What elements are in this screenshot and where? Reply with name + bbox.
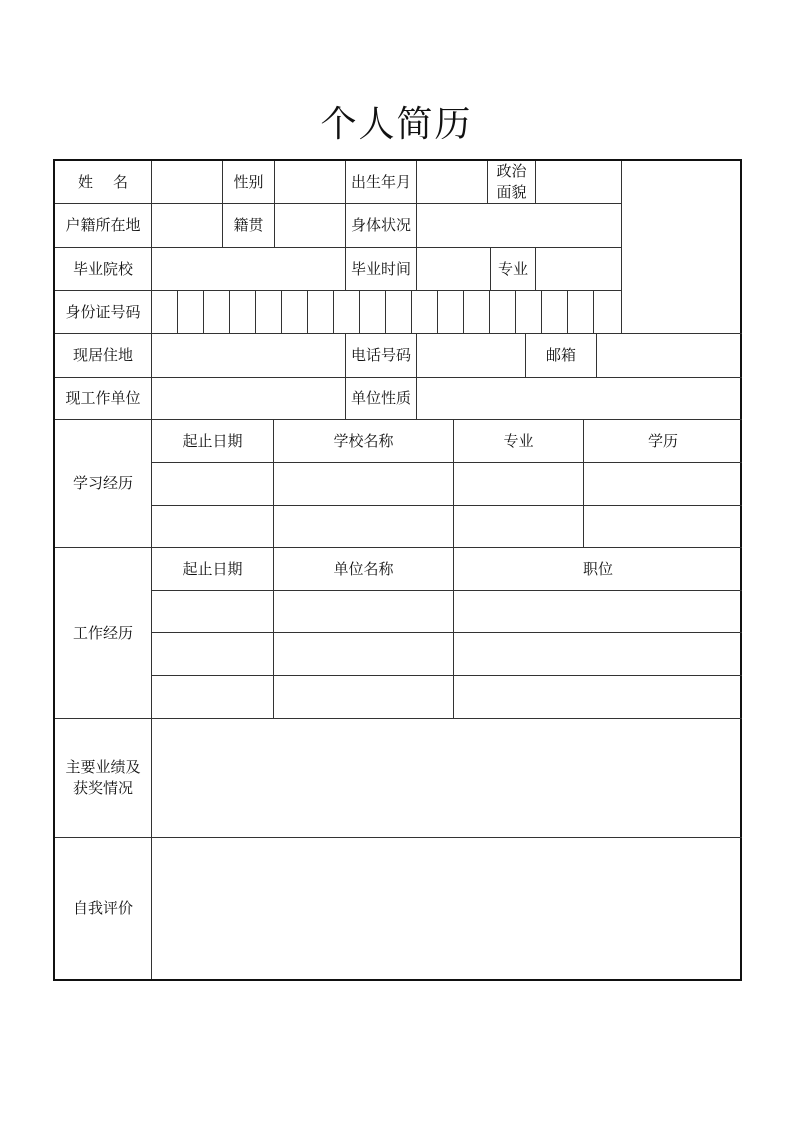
gender-label: 性别 [223,161,275,204]
id-digit-box[interactable] [438,291,464,333]
graduation-time-label: 毕业时间 [346,248,417,291]
resume-form [53,159,742,981]
education-cell[interactable] [274,506,454,548]
id-digit-box[interactable] [178,291,204,333]
work-cell[interactable] [152,591,274,633]
work-cell[interactable] [454,591,742,633]
political-status-label: 政治 面貌 [488,161,536,204]
page-title: 个人简历 [320,104,473,145]
id-digit-box[interactable] [230,291,256,333]
graduation-time-field[interactable] [417,248,491,291]
name-field[interactable] [152,161,223,204]
work-cell[interactable] [152,633,274,676]
work-header-dates: 起止日期 [152,548,274,591]
native-place-label: 籍贯 [223,204,275,248]
phone-field[interactable] [417,334,526,378]
id-digit-box[interactable] [204,291,230,333]
work-cell[interactable] [152,676,274,719]
achievements-label: 主要业绩及 获奖情况 [55,719,152,838]
id-number-field[interactable] [152,291,622,334]
employer-type-field[interactable] [417,378,742,420]
education-cell[interactable] [152,463,274,506]
education-header-degree: 学历 [584,420,742,463]
id-digit-box[interactable] [412,291,438,333]
work-cell[interactable] [274,591,454,633]
self-evaluation-label: 自我评价 [55,838,152,979]
work-cell[interactable] [454,633,742,676]
health-field[interactable] [417,204,622,248]
id-digit-box[interactable] [490,291,516,333]
native-place-field[interactable] [275,204,346,248]
phone-label: 电话号码 [346,334,417,378]
education-cell[interactable] [584,506,742,548]
education-cell[interactable] [274,463,454,506]
id-digit-box[interactable] [282,291,308,333]
address-field[interactable] [152,334,346,378]
id-digit-box[interactable] [464,291,490,333]
email-field[interactable] [597,334,742,378]
hukou-field[interactable] [152,204,223,248]
major-field[interactable] [536,248,622,291]
self-evaluation-field[interactable] [152,838,742,979]
education-header-major: 专业 [454,420,584,463]
id-digit-box[interactable] [256,291,282,333]
major-label: 专业 [491,248,536,291]
id-digit-box[interactable] [516,291,542,333]
work-label: 工作经历 [55,548,152,719]
birth-label: 出生年月 [346,161,417,204]
employer-type-label: 单位性质 [346,378,417,420]
achievements-field[interactable] [152,719,742,838]
gender-field[interactable] [275,161,346,204]
work-header-position: 职位 [454,548,742,591]
email-label: 邮箱 [526,334,597,378]
work-cell[interactable] [274,633,454,676]
name-label: 姓名 [55,161,152,204]
education-cell[interactable] [584,463,742,506]
id-digit-box[interactable] [360,291,386,333]
work-cell[interactable] [274,676,454,719]
education-header-dates: 起止日期 [152,420,274,463]
address-label: 现居住地 [55,334,152,378]
id-digit-box[interactable] [334,291,360,333]
education-header-school: 学校名称 [274,420,454,463]
id-digit-box[interactable] [542,291,568,333]
employer-field[interactable] [152,378,346,420]
health-label: 身体状况 [346,204,417,248]
id-digit-box[interactable] [568,291,594,333]
education-cell[interactable] [454,463,584,506]
education-cell[interactable] [454,506,584,548]
hukou-label: 户籍所在地 [55,204,152,248]
id-digit-box[interactable] [386,291,412,333]
work-header-employer: 单位名称 [274,548,454,591]
school-label: 毕业院校 [55,248,152,291]
id-digit-box[interactable] [308,291,334,333]
work-cell[interactable] [454,676,742,719]
school-field[interactable] [152,248,346,291]
id-number-label: 身份证号码 [55,291,152,334]
employer-label: 现工作单位 [55,378,152,420]
id-digit-box[interactable] [152,291,178,333]
education-cell[interactable] [152,506,274,548]
photo-box[interactable] [622,161,742,334]
education-label: 学习经历 [55,420,152,548]
birth-field[interactable] [417,161,488,204]
id-digit-box[interactable] [594,291,622,333]
political-status-field[interactable] [536,161,622,204]
